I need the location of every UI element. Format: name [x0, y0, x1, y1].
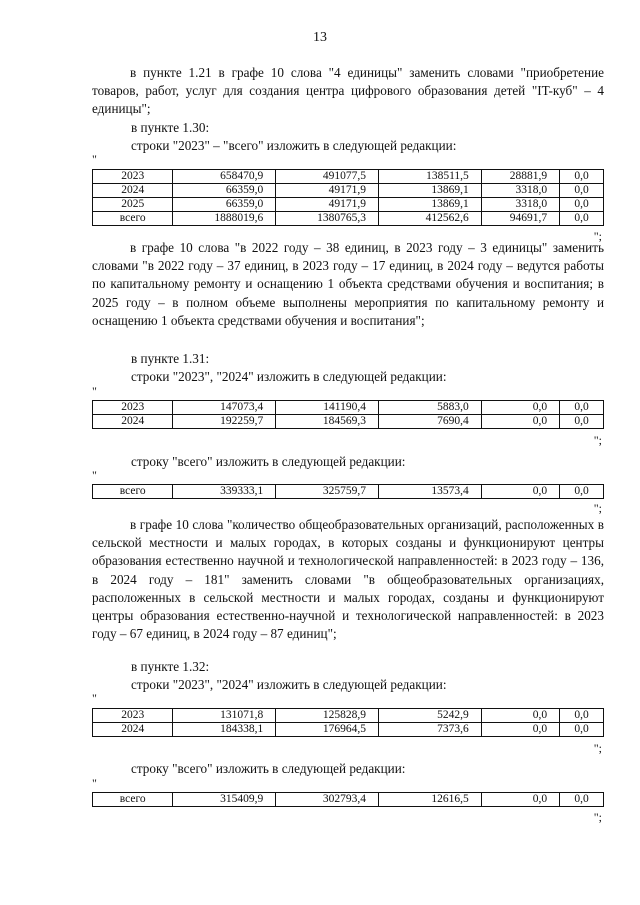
table-row [93, 170, 604, 184]
value-cell: 1380765,3 [276, 212, 379, 226]
value-cell: 412562,6 [379, 212, 482, 226]
value-cell: 0,0 [560, 793, 604, 807]
value-cell: 7690,4 [379, 415, 482, 429]
row-label-cell: 2024 [93, 723, 173, 737]
row-label-cell: 2023 [93, 401, 173, 415]
paragraph-rows-2023-total: строки "2023" – "всего" изложить в следующей редакции: [131, 138, 457, 153]
value-cell: 315409,9 [173, 793, 276, 807]
value-cell: 0,0 [560, 198, 604, 212]
value-cell: 0,0 [560, 184, 604, 198]
value-cell: 13869,1 [379, 198, 482, 212]
paragraph-rows-2023-2024-b: строки "2023", "2024" изложить в следующей редакции: [131, 677, 447, 692]
table-row [93, 723, 604, 737]
table-row [93, 709, 604, 723]
value-cell: 0,0 [481, 401, 559, 415]
value-cell: 0,0 [481, 415, 559, 429]
paragraph-total-row-b: строку "всего" изложить в следующей редакции: [131, 761, 406, 776]
value-cell: 5242,9 [379, 709, 482, 723]
value-cell: 49171,9 [276, 198, 379, 212]
value-cell: 0,0 [560, 170, 604, 184]
row-label-cell: всего [93, 212, 173, 226]
paragraph-1-31-heading: в пункте 1.31: [131, 351, 210, 366]
value-cell: 49171,9 [276, 184, 379, 198]
value-cell: 0,0 [560, 212, 604, 226]
close-quote-3: "; [593, 501, 602, 515]
value-cell: 0,0 [481, 485, 559, 499]
value-cell: 176964,5 [276, 723, 379, 737]
paragraph-1-30-heading: в пункте 1.30: [131, 120, 210, 135]
value-cell: 192259,7 [173, 415, 276, 429]
open-quote-4: " [92, 691, 97, 705]
row-label-cell: 2024 [93, 184, 173, 198]
open-quote-1: " [92, 152, 97, 166]
table-row [93, 184, 604, 198]
table-row [93, 401, 604, 415]
value-cell: 12616,5 [379, 793, 482, 807]
open-quote-3: " [92, 468, 97, 482]
value-cell: 125828,9 [276, 709, 379, 723]
value-cell: 0,0 [560, 485, 604, 499]
value-cell: 66359,0 [173, 198, 276, 212]
value-cell: 131071,8 [173, 709, 276, 723]
row-label-cell: 2023 [93, 170, 173, 184]
paragraph-1-21: в пункте 1.21 в графе 10 слова "4 единицы" заменить словами "приобретение товаров, работ, услуг для создания центра цифрового образования детей "IT-куб" – 4 единицы"; [92, 65, 604, 117]
close-quote-1: "; [593, 229, 602, 243]
table-row [93, 415, 604, 429]
row-label-cell: всего [93, 485, 173, 499]
paragraph-total-row-a: строку "всего" изложить в следующей редакции: [131, 454, 406, 469]
row-label-cell: 2025 [93, 198, 173, 212]
table-1-32-total [92, 792, 604, 807]
value-cell: 658470,9 [173, 170, 276, 184]
paragraph-graph-10-1-30: в графе 10 слова "в 2022 году – 38 единиц, в 2023 году – 3 единицы" заменить словами "в 2022 году – 37 единиц, в 2023 году – 17 единиц, в 2024 году – ведутся работы по капитальному ремонту и оснащению 1 объекта средствами обучения и воспитания; в 2025 году – в полном объеме выполнены мероприятия по капитальному ремонту и оснащению 1 объекта средствами обучения и воспитания"; [92, 240, 604, 328]
value-cell: 0,0 [481, 723, 559, 737]
value-cell: 0,0 [481, 793, 559, 807]
paragraph-1-32-heading: в пункте 1.32: [131, 659, 210, 674]
table-row [93, 212, 604, 226]
value-cell: 28881,9 [481, 170, 559, 184]
value-cell: 66359,0 [173, 184, 276, 198]
value-cell: 13573,4 [379, 485, 482, 499]
value-cell: 141190,4 [276, 401, 379, 415]
value-cell: 0,0 [560, 709, 604, 723]
value-cell: 94691,7 [481, 212, 559, 226]
table-1-30 [92, 169, 604, 226]
value-cell: 302793,4 [276, 793, 379, 807]
value-cell: 147073,4 [173, 401, 276, 415]
value-cell: 3318,0 [481, 198, 559, 212]
open-quote-2: " [92, 384, 97, 398]
value-cell: 13869,1 [379, 184, 482, 198]
value-cell: 184569,3 [276, 415, 379, 429]
paragraph-graph-10-1-31: в графе 10 слова "количество общеобразовательных организаций, расположенных в сельской местности и малых городах, в которых созданы и функционируют центры образования естественно научной и технологической направленностей: в 2023 году – 136, в 2024 году – 181" заменить словами "в общеобразовательных организациях, расположенных в сельской местности и малых городах, созданы и функционируют центры образования естественно-научной и технологической направленностей: в 2023 году – 67 единиц, в 2024 году – 87 единиц"; [92, 517, 604, 642]
page-number: 13 [313, 30, 327, 45]
value-cell: 0,0 [560, 723, 604, 737]
value-cell: 3318,0 [481, 184, 559, 198]
table-row [93, 198, 604, 212]
value-cell: 1888019,6 [173, 212, 276, 226]
value-cell: 339333,1 [173, 485, 276, 499]
table-1-31-total [92, 484, 604, 499]
value-cell: 325759,7 [276, 485, 379, 499]
close-quote-5: "; [593, 810, 602, 824]
value-cell: 138511,5 [379, 170, 482, 184]
row-label-cell: всего [93, 793, 173, 807]
table-row [93, 485, 604, 499]
close-quote-2: "; [593, 433, 602, 447]
close-quote-4: "; [593, 741, 602, 755]
value-cell: 5883,0 [379, 401, 482, 415]
row-label-cell: 2023 [93, 709, 173, 723]
value-cell: 184338,1 [173, 723, 276, 737]
table-1-31 [92, 400, 604, 429]
paragraph-rows-2023-2024-a: строки "2023", "2024" изложить в следующей редакции: [131, 369, 447, 384]
value-cell: 7373,6 [379, 723, 482, 737]
row-label-cell: 2024 [93, 415, 173, 429]
value-cell: 0,0 [560, 401, 604, 415]
value-cell: 491077,5 [276, 170, 379, 184]
table-1-32 [92, 708, 604, 737]
table-row [93, 793, 604, 807]
value-cell: 0,0 [481, 709, 559, 723]
open-quote-5: " [92, 776, 97, 790]
value-cell: 0,0 [560, 415, 604, 429]
